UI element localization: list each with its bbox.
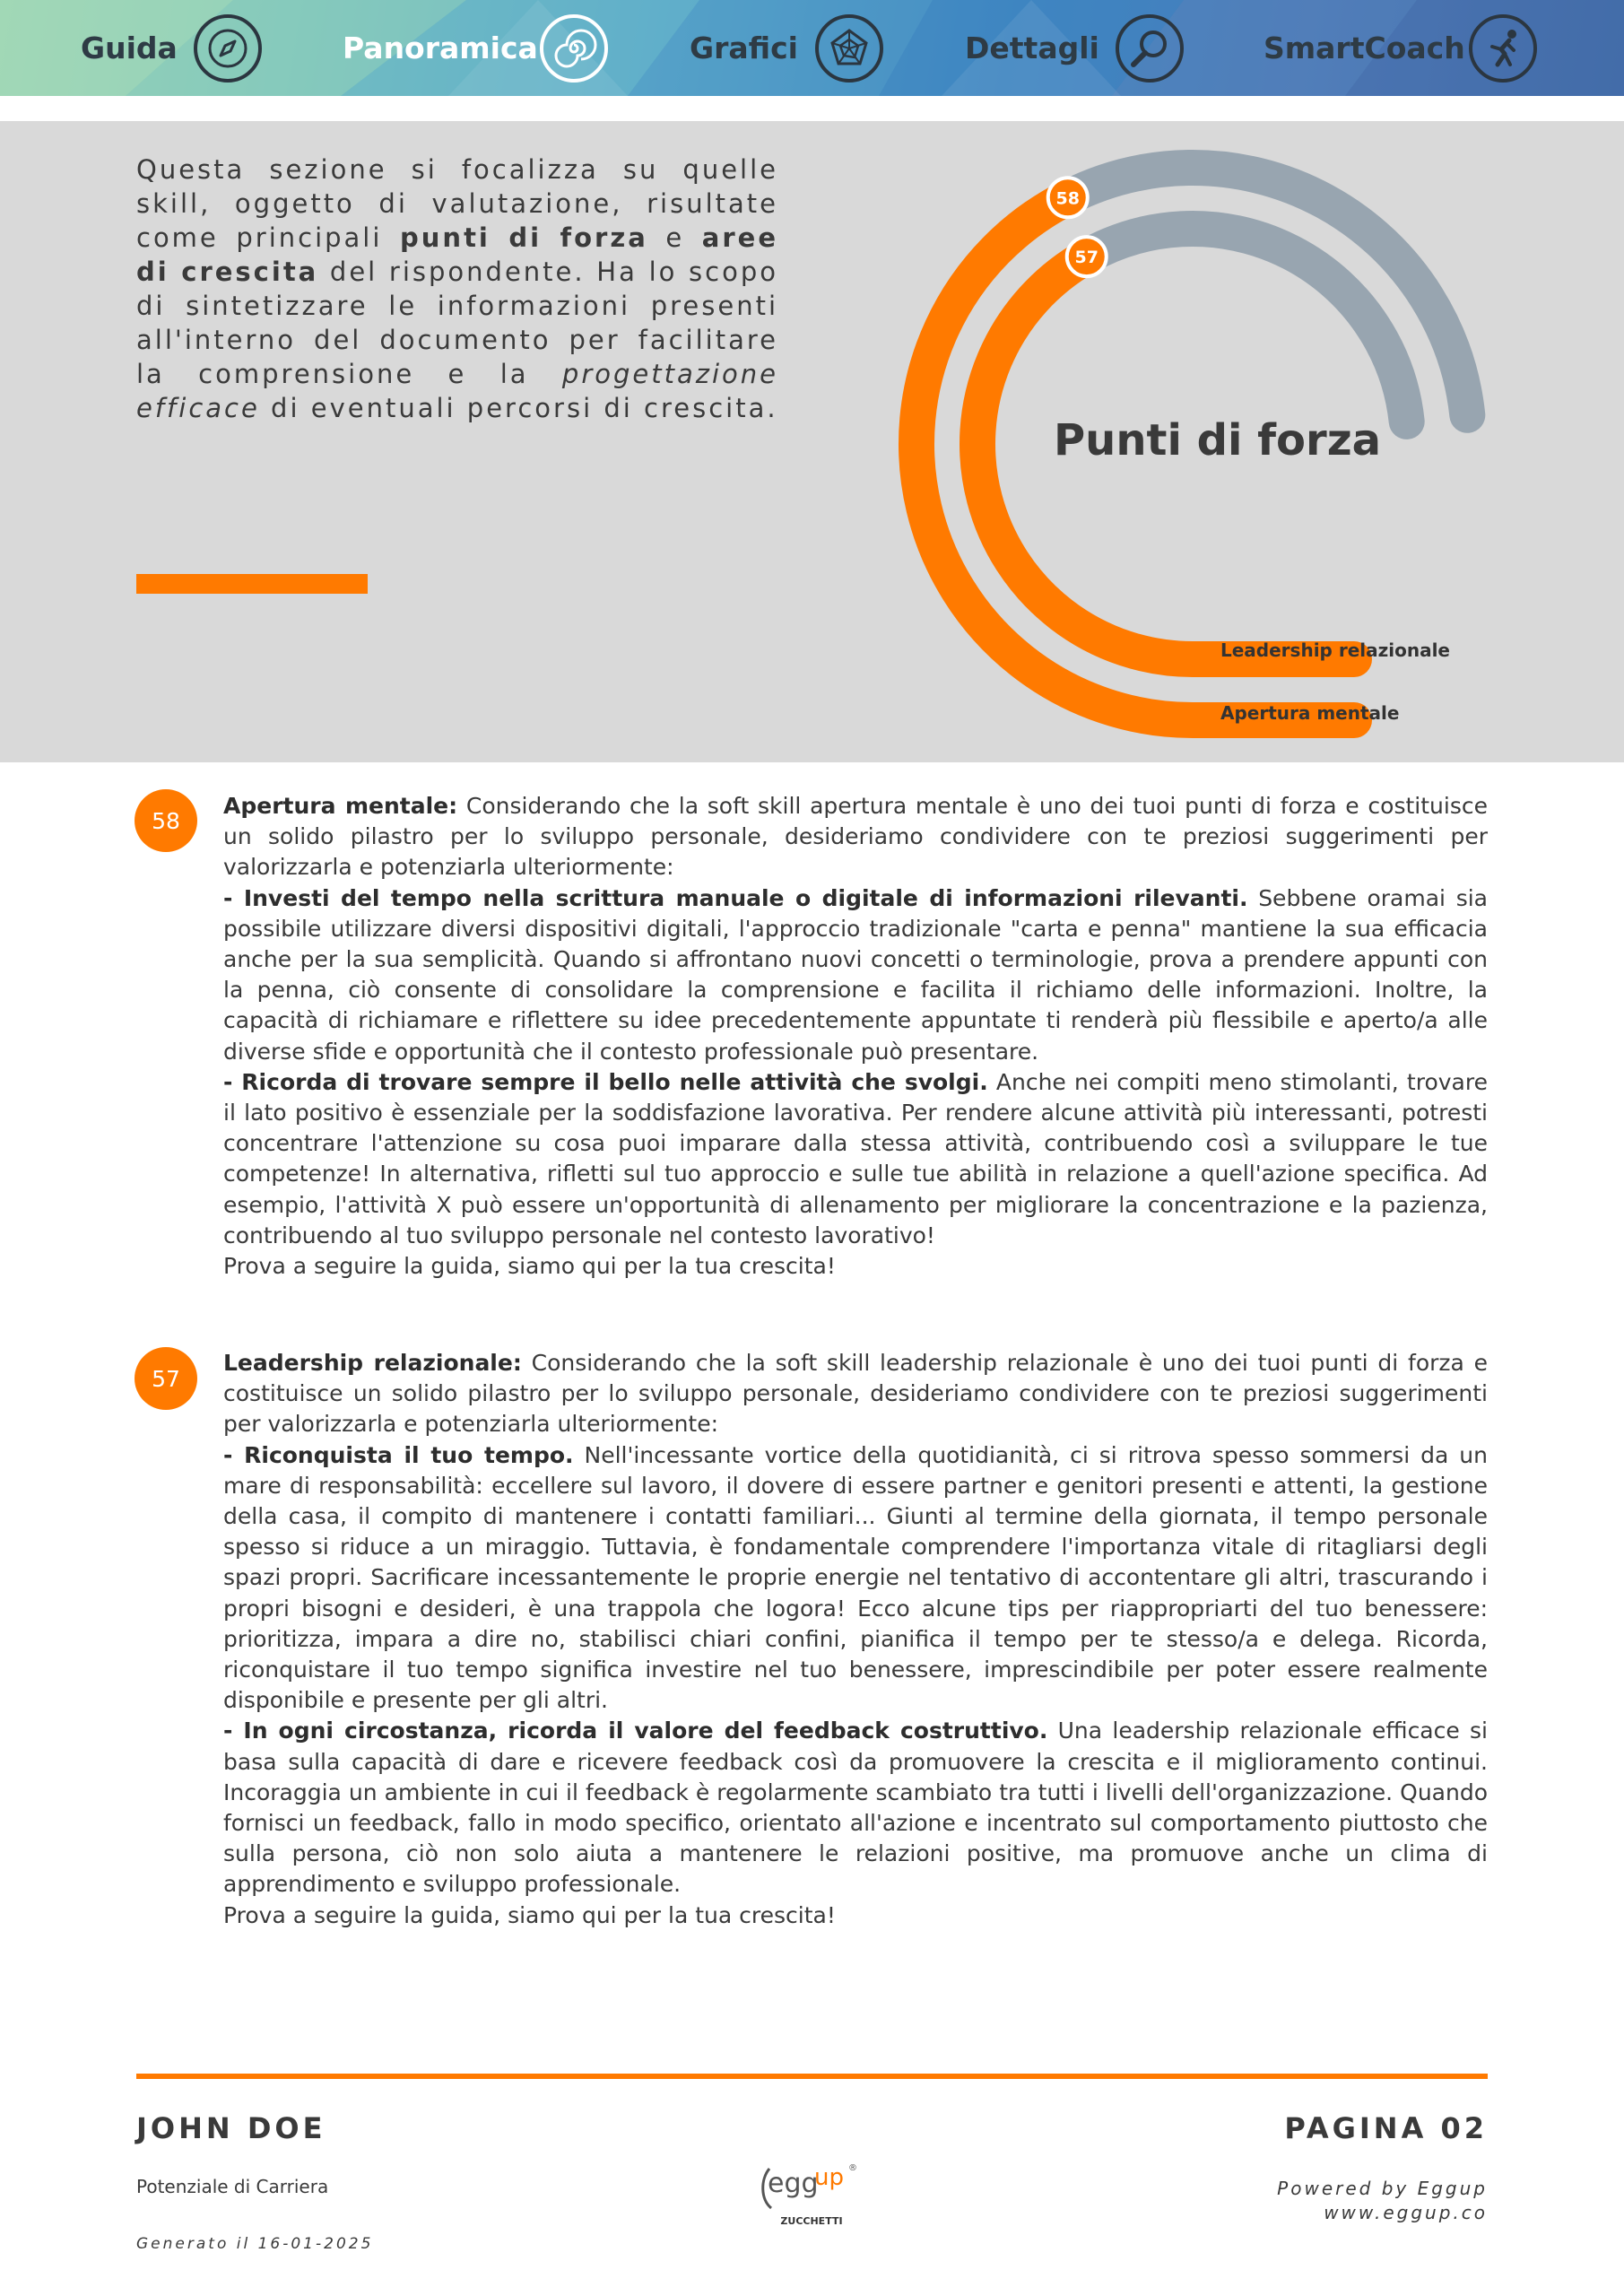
footer-divider [136, 2074, 1488, 2079]
score-badge: 57 [135, 1347, 197, 1410]
compass-icon-graphic [204, 25, 251, 72]
tip-text: Una leadership relazionale efficace si basa sulla capacità di dare e ricevere feedback così da promuovere la crescita e il miglioramento continui. Incoraggia un ambiente in cui il feedback è regolarmente scambiato tra tutti i livelli dell'organizzazione. Quando fornisci un feedback, fallo in modo specifico, orientato all'azione e incentrato sul comportamento piuttosto che sulla persona, ciò non solo aiuta a mantenere le relazioni positive, ma promuove anche un clima di apprendimento e sviluppo professionale. [223, 1718, 1488, 1898]
magnifier-icon[interactable] [1116, 14, 1184, 83]
intro-text: del rispondente. Ha lo scopo di sintetizzare le informazioni presenti all'interno del documento per facilitare la comprensione e la [136, 257, 778, 389]
nav-tab-smartcoach[interactable] [1264, 0, 1465, 96]
gauge-value-label-1: 57 [1074, 248, 1099, 268]
gauge-track-1 [1087, 229, 1407, 422]
radar-chart-icon[interactable] [815, 14, 883, 83]
logo-text: egg [768, 2168, 819, 2199]
gauge-title: Punti di forza [1054, 415, 1382, 465]
logo-text-up: up [814, 2164, 844, 2191]
intro-bold-growth: aree di crescita [136, 222, 779, 287]
nav-tab-grafici[interactable] [690, 0, 798, 96]
nav-tab-label: Panoramica [343, 30, 538, 65]
intro-text: di eventuali percorsi di crescita. [259, 393, 778, 423]
nav-tab-label: SmartCoach [1264, 30, 1465, 65]
spiral-icon-graphic [551, 25, 597, 72]
nav-tab-label: Guida [81, 30, 178, 65]
tip-text: Sebbene oramai sia possibile utilizzare diversi dispositivi digitali, l'approccio tradizionale "carta e penna" mantiene la sua efficacia anche per la sua semplicità. Quando si affrontano nuovi concetti o terminologie, prova a prendere appunti con la penna, ciò consente di consolidare la comprensione e facilita il richiamo delle informazioni. Inoltre, la capacità di richiamare e riflettere su idee precedentemente appuntate ti renderà più flessibile e aperto/a alle diverse sfide e opportunità che il contesto professionale può presentare. [223, 884, 1488, 1065]
section-intro: Considerando che la soft skill leadership relazionale è uno dei tuoi punti di forza e costituisce un solido pilastro per lo sviluppo personale, desideriamo condividere con te preziosi suggerimenti per valorizzarla e potenziarla ulteriormente: [223, 1350, 1489, 1438]
nav-tab-label: Grafici [690, 30, 798, 65]
tip-title: - Investi del tempo nella scrittura manuale o digitale di informazioni rilevanti. [223, 884, 1248, 911]
intro-paragraph [136, 152, 778, 425]
intro-bold-strengths: punti di forza [400, 222, 648, 253]
accent-bar [136, 574, 368, 594]
tip-text: Anche nei compiti meno stimolanti, trovare il lato positivo è essenziale per la soddisfazione lavorativa. Per rendere alcune attività più interessanti, potresti concentrare l'attenzione su cosa puoi imparare dalla stessa attività, contribuendo così a sviluppare le tue competenze! In alternativa, rifletti sul tuo approccio e sulle tue abilità in relazione a quell'azione specifica. Ad esempio, l'attività X può essere un'opportunità di allenamento per migliorare la concentrazione e la pazienza, contribuendo al tuo sviluppo personale nel contesto lavorativo! [223, 1068, 1488, 1248]
page-number: PAGINA 02 [1284, 2111, 1488, 2145]
intro-italic: progettazione efficace [136, 359, 778, 423]
section-apertura-mentale [223, 791, 1488, 1282]
stretching-person-icon-graphic [1480, 25, 1526, 72]
section-closing: Prova a seguire la guida, siamo qui per la tua crescita! [223, 1901, 836, 1928]
gauge-label-leadership-relazionale: Leadership relazionale [1220, 639, 1450, 661]
compass-icon[interactable] [194, 14, 262, 83]
tip-text: Nell'incessante vortice della quotidianità, ci si ritrova spesso sommersi da un mare di responsabilità: eccellere sul lavoro, il dovere di essere partner e genitori presenti e attenti, la gestione della casa, il compito di mantenere i contatti familiari... Giunti al termine della giornata, il tempo personale spesso si riduce a un miraggio. Tuttavia, è fondamentale comprendere l'importanza vitale di ritagliarsi degli spazi propri. Sacrificare incessantemente le proprie energie nel tentativo di accontentare gli altri, trascurando i propri bisogni e desideri, è una trappola che logora! Ecco alcune tips per riappropriarti del tuo benessere: prioritizza, impara a dire no, stabilisci chiari confini, pianifica il tempo per te stesso/a e delega. Ricorda, riconquistare il tuo tempo significa investire nel tuo benessere, imprescindibile per poter essere realmente disponibile e presente per gli altri. [223, 1441, 1489, 1714]
powered-by-text: Powered by Eggup [1277, 2178, 1488, 2199]
magnifier-icon-graphic [1126, 25, 1173, 72]
svg-text:®: ® [848, 2163, 857, 2173]
section-closing: Prova a seguire la guida, siamo qui per la tua crescita! [223, 1253, 836, 1280]
nav-tab-dettagli[interactable] [965, 0, 1099, 96]
intro-text: e [647, 222, 702, 253]
nav-tab-panoramica[interactable] [343, 0, 538, 96]
intro-text: Questa sezione si focalizza su quelle skill, oggetto di valutazione, risultate come principali [136, 154, 778, 253]
gauge-label-apertura-mentale: Apertura mentale [1220, 702, 1400, 724]
tip-title: - Ricorda di trovare sempre il bello nelle attività che svolgi. [223, 1068, 988, 1095]
tip-title: - Riconquista il tuo tempo. [223, 1441, 574, 1468]
section-leadership-relazionale [223, 1348, 1488, 1931]
respondent-name: JOHN DOE [136, 2111, 326, 2145]
stretching-person-icon[interactable] [1469, 14, 1537, 83]
section-intro: Considerando che la soft skill apertura mentale è uno dei tuoi punti di forza e costituisce un solido pilastro per lo sviluppo personale, desideriamo condividere con te preziosi suggerimenti per valorizzarla e potenziarla ulteriormente: [223, 793, 1488, 881]
spiral-icon[interactable] [540, 14, 608, 83]
report-subtitle: Potenziale di Carriera [136, 2176, 329, 2197]
powered-by [1277, 2177, 1488, 2225]
score-badge: 58 [135, 789, 197, 852]
nav-tab-guida[interactable] [81, 0, 178, 96]
section-lead: Leadership relazionale: [223, 1350, 522, 1376]
generated-date: Generato il 16-01-2025 [136, 2235, 374, 2253]
nav-tab-label: Dettagli [965, 30, 1099, 65]
gauge-value-label-0: 58 [1055, 188, 1080, 209]
logo-subtext: ZUCCHETTI [780, 2215, 843, 2227]
section-lead: Apertura mentale: [223, 793, 458, 819]
tip-title: - In ogni circostanza, ricorda il valore del feedback costruttivo. [223, 1718, 1048, 1744]
website-link[interactable]: www.eggup.co [1324, 2202, 1488, 2223]
top-navigation [0, 0, 1624, 96]
radar-chart-icon-graphic [826, 25, 873, 72]
